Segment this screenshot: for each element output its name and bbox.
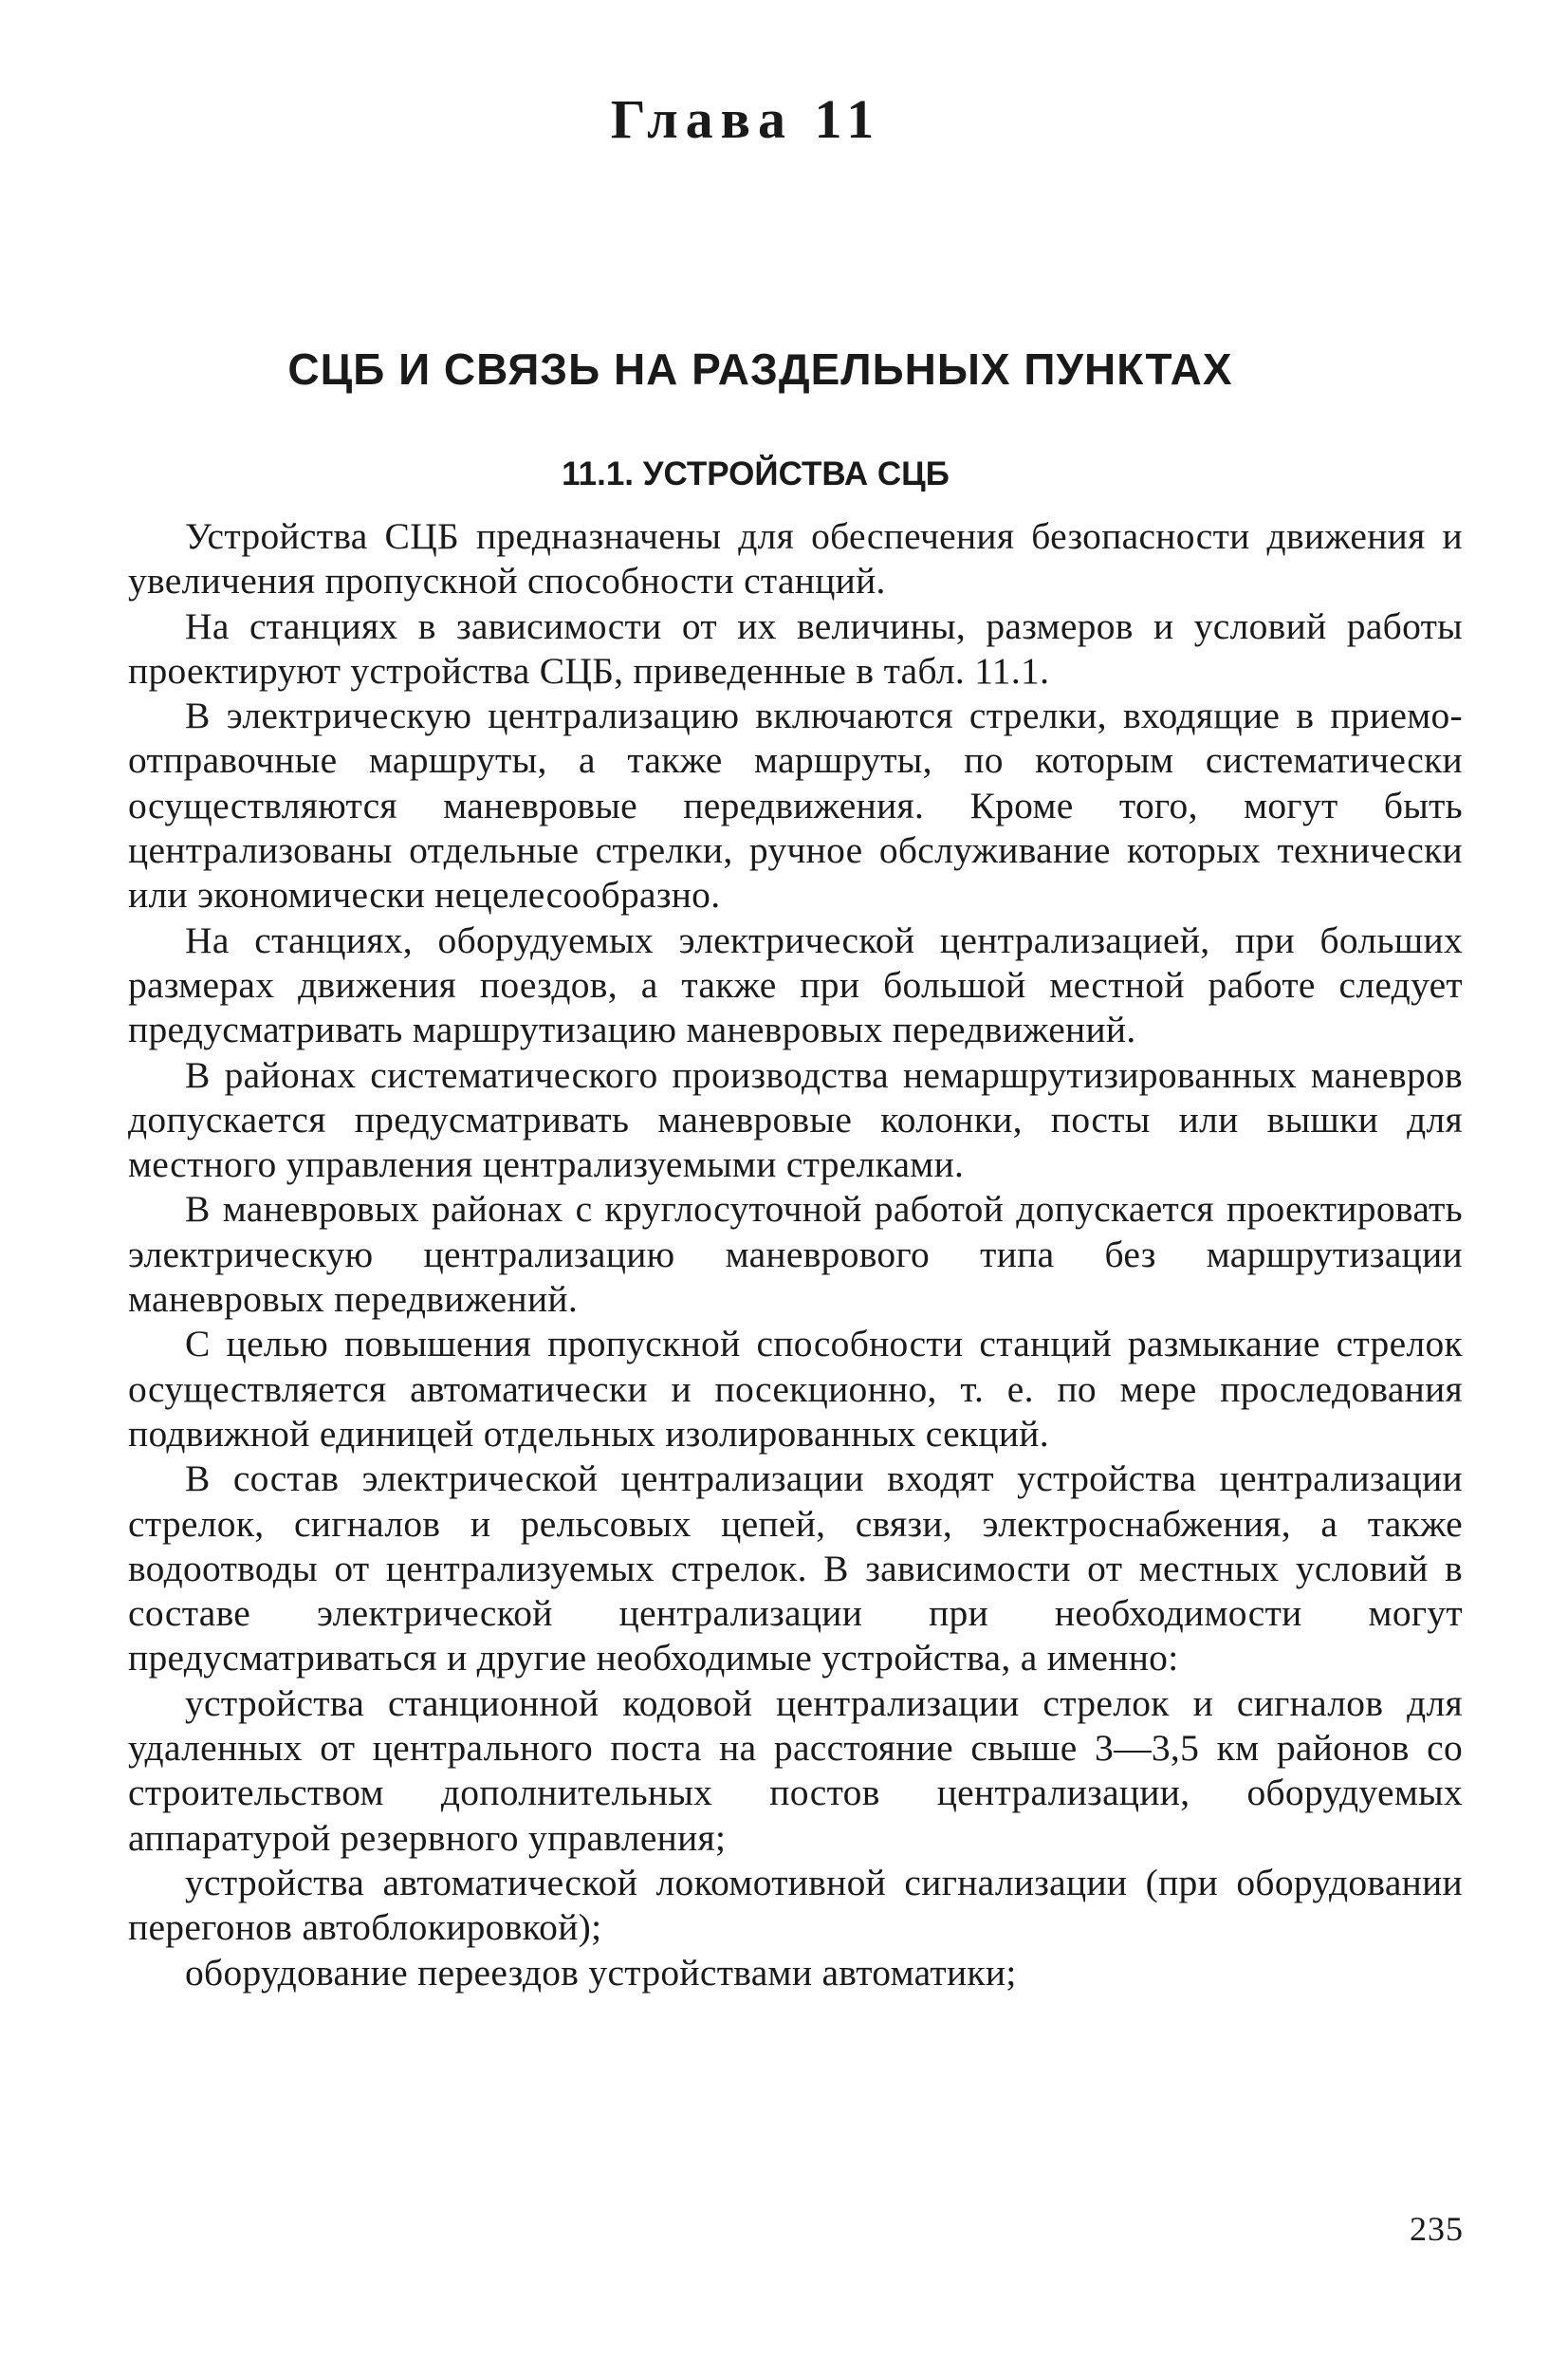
list-item: устройства станционной кодовой централизации стрелок и сигналов для удаленных от центрального поста на расстояние свыше 3—3,5 км районов со строительством дополнительных постов централизации, оборудуемых аппаратурой резервного управления;: [128, 1681, 1463, 1859]
paragraph: С целью повышения пропускной способности станций размыкание стрелок осуществляется автоматически и посекционно, т. е. по мере проследования подвижной единицей отдельных изолированных секций.: [128, 1323, 1463, 1455]
chapter-title: СЦБ И СВЯЗЬ НА РАЗДЕЛЬНЫХ ПУНКТАХ: [287, 344, 1233, 394]
paragraph: В электрическую централизацию включаются стрелки, входящие в приемо-отправочные маршруты, а также маршруты, по которым систематически осуществляются маневровые передвижения. Кроме того, могут быть централизованы отдельные стрелки, ручное обслуживание которых технически или экономически нецелесообразно.: [128, 695, 1463, 917]
list-item: оборудование переездов устройствами автоматики;: [185, 1951, 1017, 1994]
list-item: устройства автоматической локомотивной сигнализации (при оборудовании перегонов автоблокировкой);: [128, 1861, 1463, 1949]
chapter-label: Глава 11: [610, 88, 882, 150]
section-title: 11.1. УСТРОЙСТВА СЦБ: [562, 455, 950, 492]
paragraph: В состав электрической централизации входят устройства централизации стрелок, сигналов и рельсовых цепей, связи, электроснабжения, а также водоотводы от централизуемых стрелок. В зависимости от местных условий в составе электрической централизации при необходимости могут предусматриваться и другие необходимые устройства, а именно:: [128, 1457, 1463, 1679]
page-number: 235: [1410, 2210, 1464, 2248]
paragraph: На станциях, оборудуемых электрической централизацией, при больших размерах движения поездов, а также при большой местной работе следует предусматривать маршрутизацию маневровых передвижений.: [128, 918, 1463, 1051]
paragraph: Устройства СЦБ предназначены для обеспечения безопасности движения и увеличения пропускной способности станций.: [128, 515, 1463, 603]
paragraph: В районах систематического производства немаршрутизированных маневров допускается предусматривать маневровые колонки, посты или вышки для местного управления централизуемыми стрелками.: [128, 1053, 1463, 1186]
paragraph: В маневровых районах с круглосуточной работой допускается проектировать электрическую централизацию маневрового типа без маршрутизации маневровых передвижений.: [128, 1188, 1463, 1321]
paragraph: На станциях в зависимости от их величины, размеров и условий работы проектируют устройства СЦБ, приведенные в табл. 11.1.: [128, 604, 1463, 692]
body-text: [128, 514, 1463, 1995]
